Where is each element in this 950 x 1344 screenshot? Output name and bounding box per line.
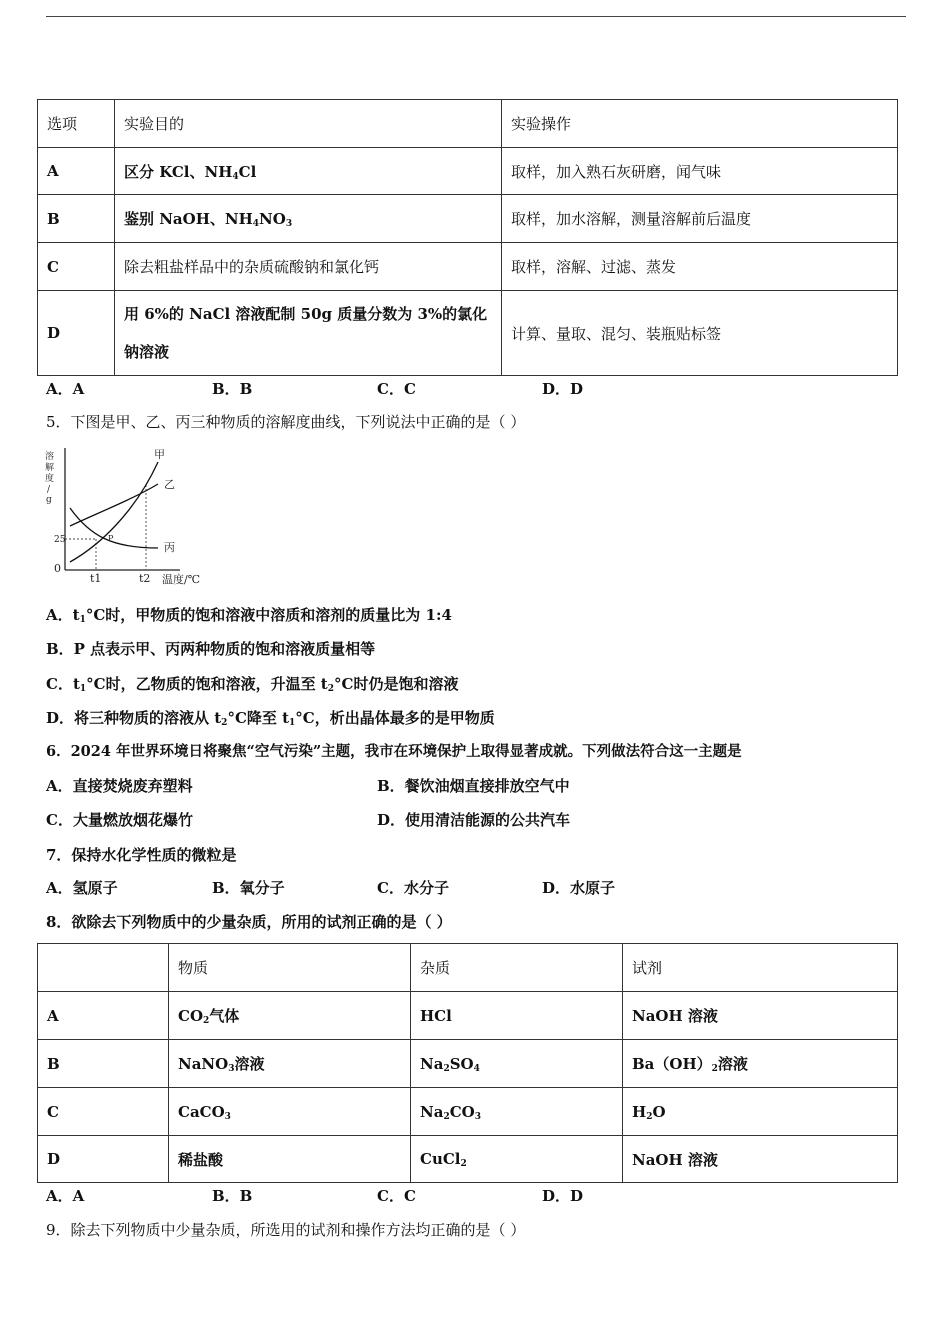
q6-choice-a: A．直接焚烧废弃塑料 [46,777,193,795]
y-axis-label: 溶 [45,452,55,462]
q5-choice-d: D．将三种物质的溶液从 $t_2^\circ C$降至 $t_1^\circ C$，析出晶体最多的是甲物质 [46,709,495,728]
option-cell: B [38,1040,169,1088]
question-5-stem: 5．下图是甲、乙、丙三种物质的溶解度曲线，下列说法中正确的是（ ） [46,413,526,431]
choice-b: B．B [212,380,253,398]
y-axis-label: 度 [45,474,55,484]
table-header-row [38,944,898,992]
table-row [38,148,898,195]
header-cell: 实验目的 [115,100,502,148]
header-cell: 杂质 [411,944,623,992]
curve-yi [70,484,158,526]
curve-label: 乙 [164,478,175,491]
option-cell: D [38,1136,169,1183]
origin-label: 0 [54,562,61,575]
table-header-row [38,100,898,148]
point-label: P [108,534,114,543]
goal-cell: 除去粗盐样品中的杂质硫酸钠和氯化钙 [115,243,502,291]
substance-cell: $CO_2$气体 [169,992,411,1040]
table-row [38,195,898,243]
impurity-cell: HCl [411,992,623,1040]
x-axis-label: 温度/℃ [162,573,201,586]
choice-a: A．A [46,380,85,398]
header-cell [38,944,169,992]
question-7-stem: 7．保持水化学性质的微粒是 [46,846,237,864]
curve-label: 丙 [164,541,175,554]
q5-choice-a: A．$t_1^\circ C$时，甲物质的饱和溶液中溶质和溶剂的质量比为 1:4 [46,606,452,625]
option-cell: D [38,291,115,376]
q6-choice-d: D．使用清洁能源的公共汽车 [377,811,571,829]
q4-table [37,99,898,376]
q8-choice-c: C．C [377,1187,416,1205]
impurity-cell: $Na_2SO_4$ [411,1040,623,1088]
option-cell: C [38,1088,169,1136]
operation-cell: 计算、量取、混匀、装瓶贴标签 [502,291,898,376]
q8-table [37,943,898,1183]
x-tick-label: t1 [90,572,102,585]
y-axis-label: / [47,485,51,495]
q8-choice-b: B．B [212,1187,253,1205]
q5-choice-b: B．P 点表示甲、丙两种物质的饱和溶液质量相等 [46,640,376,658]
q7-choice-d: D．水原子 [542,879,616,897]
choice-d: D．D [542,380,584,398]
header-cell: 选项 [38,100,115,148]
q8-choice-d: D．D [542,1187,584,1205]
goal-cell: 区分 KCl、$NH_4Cl$ [115,148,502,195]
question-9-stem: 9．除去下列物质中少量杂质，所选用的试剂和操作方法均正确的是（ ） [46,1221,526,1239]
q5-choice-c: C．$t_1^\circ C$时，乙物质的饱和溶液，升温至 $t_2^\circ C$时仍是饱和溶液 [46,675,459,694]
reagent-cell: NaOH 溶液 [623,1136,898,1183]
question-8-stem: 8．欲除去下列物质中的少量杂质，所用的试剂正确的是（ ） [46,913,452,931]
header-cell: 试剂 [623,944,898,992]
y-tick-label: 25 [54,535,66,545]
table-row [38,291,898,376]
option-cell: A [38,992,169,1040]
reagent-cell: $Ba(OH)_2$溶液 [623,1040,898,1088]
curve-label: 甲 [154,448,165,461]
header-cell: 实验操作 [502,100,898,148]
header-cell: 物质 [169,944,411,992]
q6-choice-c: C．大量燃放烟花爆竹 [46,811,193,829]
goal-cell: 用 6%的 NaCl 溶液配制 50g 质量分数为 3%的氯化 钠溶液 [115,291,502,376]
header-rule [46,16,906,17]
table-row [38,1040,898,1088]
q7-choice-b: B．氧分子 [212,879,285,897]
y-axis-label: 解 [45,463,55,473]
operation-cell: 取样，加水溶解，测量溶解前后温度 [502,195,898,243]
substance-cell: 稀盐酸 [169,1136,411,1183]
impurity-cell: CuCl$_2$ [411,1136,623,1183]
substance-cell: CaCO$_3$ [169,1088,411,1136]
question-6-stem: 6．2024 年世界环境日将聚焦“空气污染”主题，我市在环境保护上取得显著成就。下列做法符合这一主题是 [46,743,742,760]
operation-cell: 取样，溶解、过滤、蒸发 [502,243,898,291]
table-row [38,992,898,1040]
option-cell: B [38,195,115,243]
q7-choice-a: A．氢原子 [46,879,118,897]
operation-cell: 取样，加入熟石灰研磨，闻气味 [502,148,898,195]
table-row [38,1088,898,1136]
choice-c: C．C [377,380,416,398]
option-cell: C [38,243,115,291]
reagent-cell: NaOH 溶液 [623,992,898,1040]
reagent-cell: $H_2O$ [623,1088,898,1136]
x-tick-label: t2 [139,572,151,585]
goal-cell: 鉴别 NaOH、$NH_4NO_3$ [115,195,502,243]
solubility-graph [40,440,220,590]
table-row [38,243,898,291]
table-row [38,1136,898,1183]
option-cell: A [38,148,115,195]
q6-choice-b: B．餐饮油烟直接排放空气中 [377,777,570,795]
y-axis-label: g [46,495,52,505]
substance-cell: NaNO$_3$溶液 [169,1040,411,1088]
q8-choice-a: A．A [46,1187,85,1205]
impurity-cell: $Na_2CO_3$ [411,1088,623,1136]
q7-choice-c: C．水分子 [377,879,449,897]
